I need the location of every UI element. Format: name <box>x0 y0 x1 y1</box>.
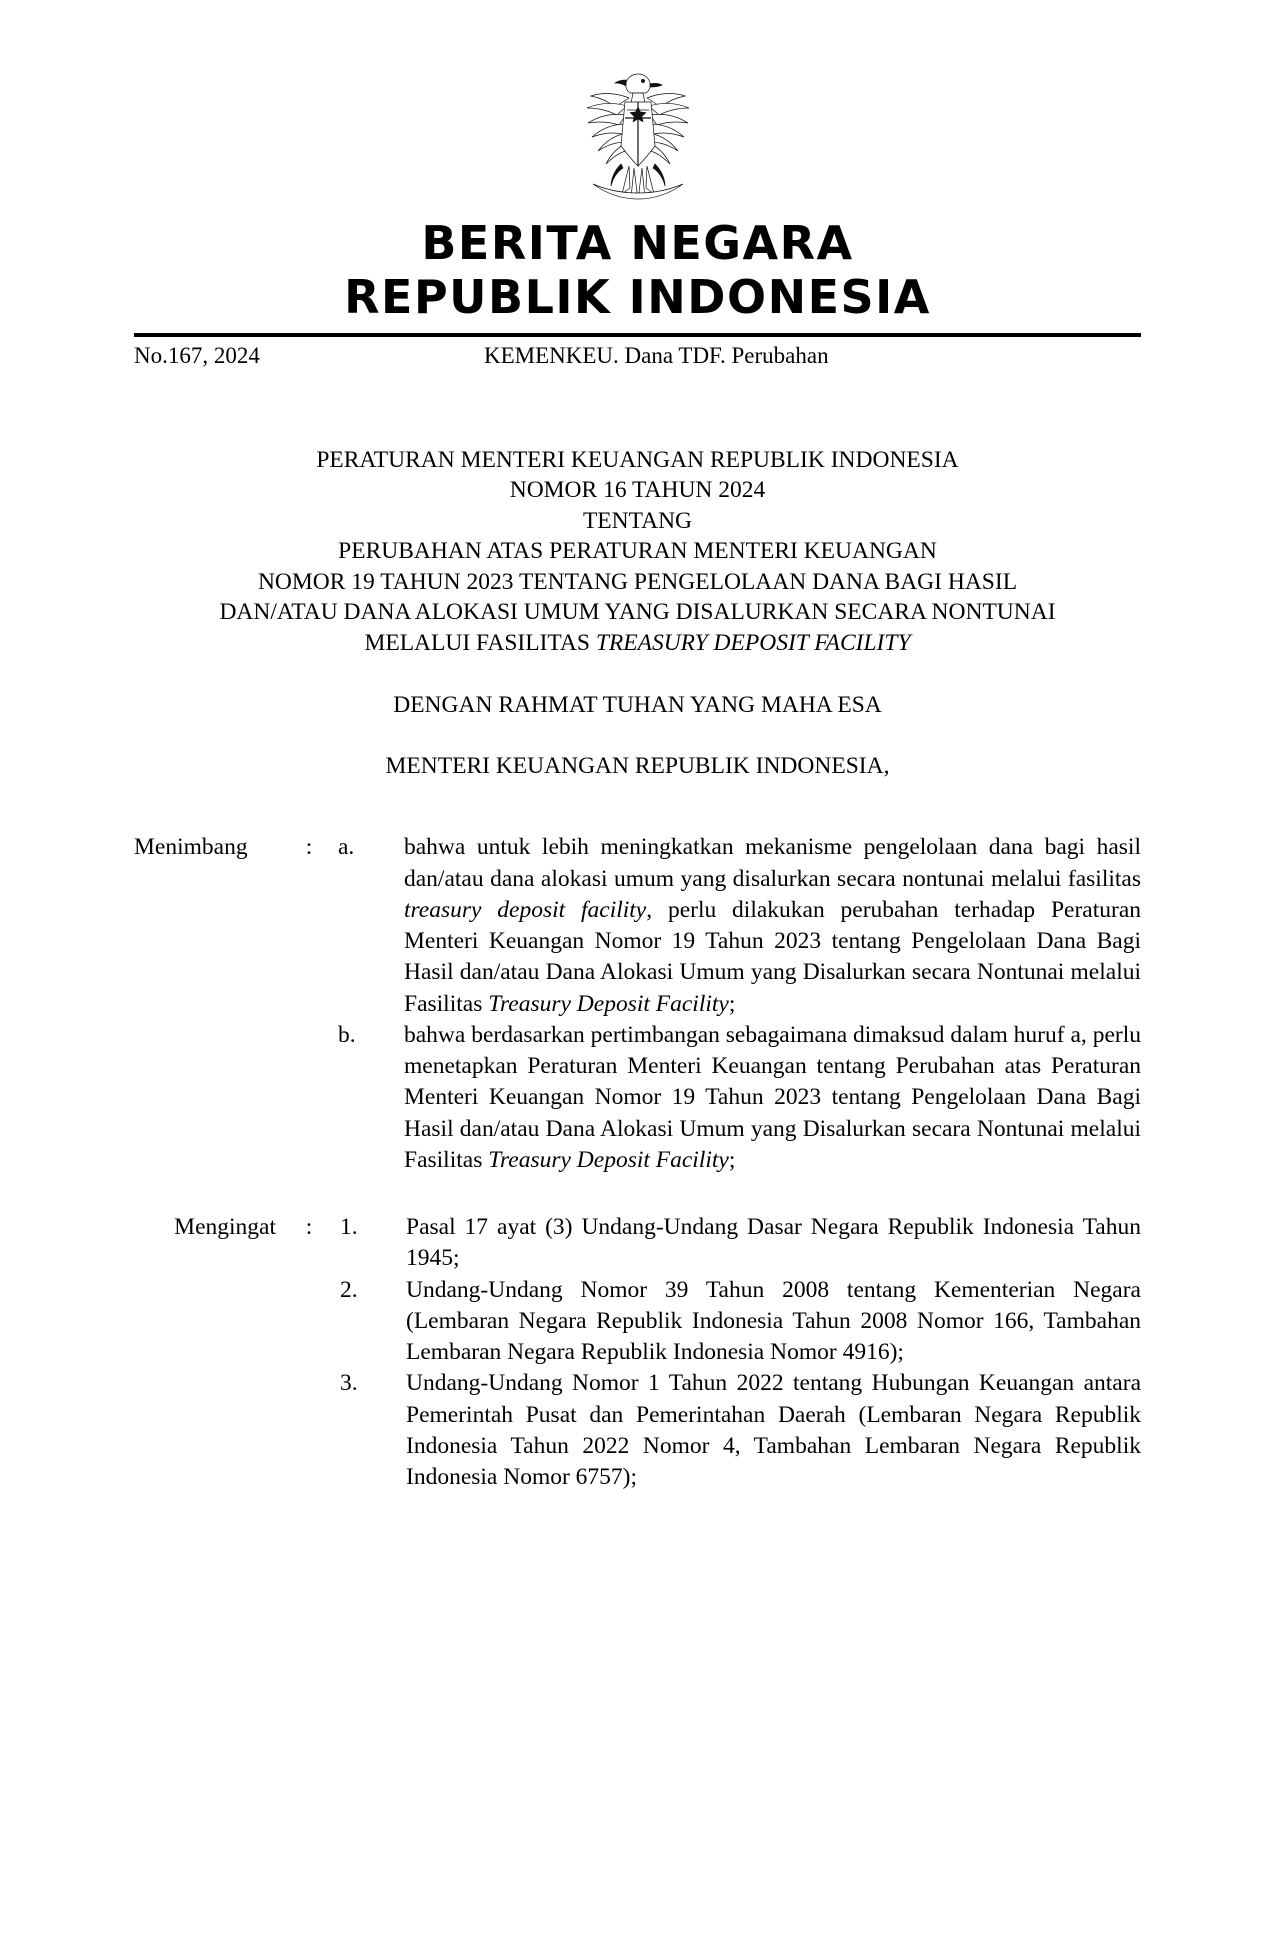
title-line-1: PERATURAN MENTERI KEUANGAN REPUBLIK INDONESIA <box>316 446 959 473</box>
regulation-title-block <box>150 369 1125 659</box>
blessing-line: DENGAN RAHMAT TUHAN YANG MAHA ESA <box>393 692 882 719</box>
item-text-part: ; <box>728 990 736 1017</box>
masthead-title <box>0 216 1275 325</box>
masthead-line-2: REPUBLIK INDONESIA <box>344 270 931 325</box>
mengingat-items <box>326 1212 1141 1493</box>
menimbang-colon: : <box>305 834 313 861</box>
mengingat-group <box>134 1176 1141 1493</box>
item-marker: 2. <box>340 1276 358 1303</box>
item-marker: 3. <box>340 1370 358 1397</box>
minister-line: MENTERI KEUANGAN REPUBLIK INDONESIA, <box>385 753 890 780</box>
title-line-7-italic: TREASURY DEPOSIT FACILITY <box>595 629 911 656</box>
item-text-part-italic: treasury deposit facility <box>404 896 647 923</box>
item-marker: a. <box>338 834 355 861</box>
list-item <box>326 1020 1141 1176</box>
item-text-part-italic: Treasury Deposit Facility <box>488 1146 729 1173</box>
menimbang-label: Menimbang <box>134 834 248 861</box>
item-text-part: bahwa untuk lebih meningkatkan mekanisme pengelolaan dana bagi hasil dan/atau dana alokasi umum yang disalurkan secara nontunai melalui fasilitas <box>404 834 1141 892</box>
item-text: Undang-Undang Nomor 1 Tahun 2022 tentang Hubungan Keuangan antara Pemerintah Pusat dan Pemerintahan Daerah (Lembaran Negara Republik Indonesia Tahun 2022 Nomor 4, Tambahan Lembaran Negara Republik Indonesia Nomor 6757); <box>406 1370 1141 1491</box>
item-text-part-italic: Treasury Deposit Facility <box>488 990 729 1017</box>
item-text: Undang-Undang Nomor 39 Tahun 2008 tentang Kementerian Negara (Lembaran Negara Republik Indonesia Tahun 2008 Nomor 166, Tambahan Lembaran Negara Republik Indonesia Nomor 4916); <box>406 1276 1141 1366</box>
item-marker: 1. <box>340 1214 358 1241</box>
title-line-5: NOMOR 19 TAHUN 2023 TENTANG PENGELOLAAN DANA BAGI HASIL <box>257 568 1018 595</box>
item-text-part: ; <box>728 1146 736 1173</box>
title-line-2: NOMOR 16 TAHUN 2024 <box>509 477 766 504</box>
garuda-pancasila-emblem <box>563 66 713 206</box>
menimbang-items <box>326 832 1141 1176</box>
title-line-3: TENTANG <box>582 507 693 534</box>
title-line-6: DAN/ATAU DANA ALOKASI UMUM YANG DISALURKAN SECARA NONTUNAI <box>219 599 1056 626</box>
issue-row <box>134 337 1141 369</box>
clauses-section <box>134 780 1141 1493</box>
title-line-7 <box>150 628 1125 659</box>
mengingat-colon: : <box>305 1214 313 1241</box>
item-text-part: , perlu dilakukan perubahan terhadap Peraturan Menteri Keuangan Nomor 19 Tahun 2023 tentang Pengelolaan Dana Bagi Hasil dan/atau Dana Alokasi Umum yang Disalurkan secara Nontunai melalui Fasilitas <box>404 896 1142 1017</box>
item-text <box>404 832 1141 1020</box>
issue-number: No.167, 2024 <box>134 342 260 368</box>
masthead <box>0 0 1275 369</box>
list-item <box>326 1275 1141 1369</box>
mengingat-label: Mengingat <box>174 1214 276 1241</box>
item-text-part: bahwa berdasarkan pertimbangan sebagaimana dimaksud dalam huruf a, perlu menetapkan Peraturan Menteri Keuangan tentang Perubahan atas Peraturan Menteri Keuangan Nomor 19 Tahun 2023 tentang Pengelolaan Dana Bagi Hasil dan/atau Dana Alokasi Umum yang Disalurkan secara Nontunai melalui Fasilitas <box>404 1021 1141 1173</box>
title-line-7-prefix: MELALUI FASILITAS <box>364 629 596 656</box>
list-item <box>326 832 1141 1020</box>
issue-subject: KEMENKEU. Dana TDF. Perubahan <box>484 342 829 368</box>
list-item <box>326 1368 1141 1493</box>
item-text: Pasal 17 ayat (3) Undang-Undang Dasar Negara Republik Indonesia Tahun 1945; <box>406 1214 1141 1272</box>
item-marker: b. <box>338 1021 356 1048</box>
title-line-4: PERUBAHAN ATAS PERATURAN MENTERI KEUANGAN <box>338 538 937 565</box>
menimbang-group <box>134 832 1141 1176</box>
list-item <box>326 1212 1141 1275</box>
item-text <box>404 1020 1141 1176</box>
masthead-line-1: BERITA NEGARA <box>421 216 854 270</box>
